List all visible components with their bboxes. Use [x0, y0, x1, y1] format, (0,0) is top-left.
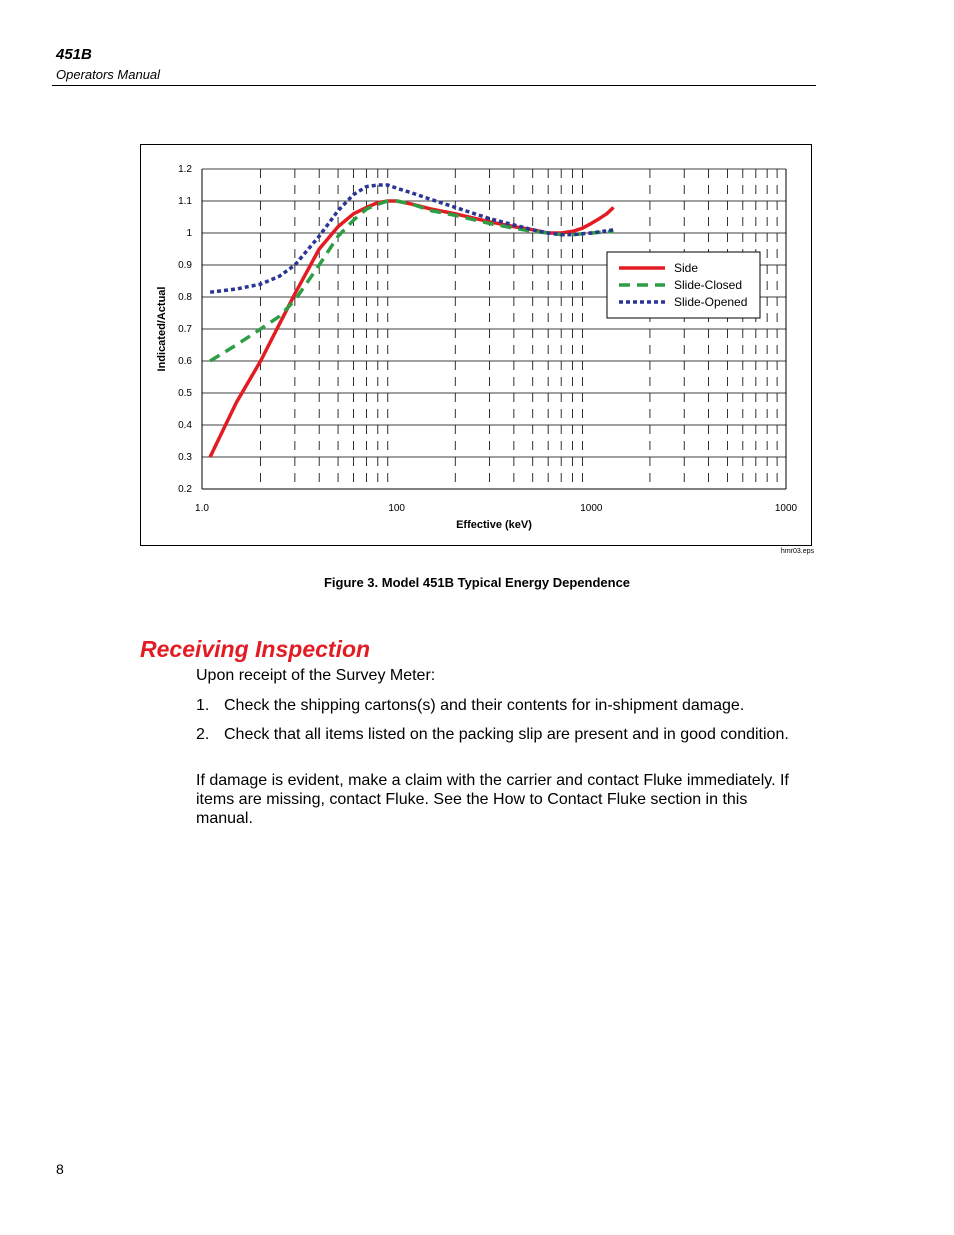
intro-text: Upon receipt of the Survey Meter: [196, 667, 436, 684]
x-tick-label: 1000 [774, 503, 798, 514]
header-model: 451B [56, 46, 92, 63]
list-item-number: 2. [196, 726, 210, 743]
y-axis-title: Indicated/Actual [156, 286, 168, 372]
y-tick-label: 0.7 [178, 324, 192, 335]
figure-file-ref: hmr03.eps [780, 548, 814, 555]
list-item-number: 1. [196, 697, 210, 714]
chart-frame [140, 144, 812, 546]
y-tick-label: 0.9 [178, 260, 192, 271]
series-line [210, 201, 613, 361]
y-tick-label: 1 [186, 228, 192, 239]
legend-label: Slide-Opened [674, 295, 748, 309]
list-item-text: Check that all items listed on the packing slip are present and in good condition. [224, 726, 789, 743]
y-tick-label: 0.5 [178, 388, 192, 399]
x-tick-label: 1000 [580, 503, 603, 514]
figure-caption: Figure 3. Model 451B Typical Energy Dependence [323, 575, 631, 590]
closing-paragraph: If damage is evident, make a claim with the carrier and contact Fluke immediately. If items are missing, contact Fluke. See the How to Contact Fluke section in this manual. [196, 772, 789, 827]
x-tick-label: 1.0 [195, 503, 209, 514]
x-axis-title: Effective (keV) [456, 519, 532, 531]
y-tick-label: 0.4 [178, 420, 192, 431]
page-number: 8 [56, 1161, 64, 1177]
y-tick-label: 0.6 [178, 356, 192, 367]
y-tick-label: 0.2 [178, 484, 192, 495]
y-tick-label: 1.2 [178, 164, 192, 175]
y-tick-label: 1.1 [178, 196, 192, 207]
x-tick-label: 100 [388, 503, 406, 514]
y-tick-label: 0.8 [178, 292, 192, 303]
header-rule [52, 85, 816, 86]
header-subtitle: Operators Manual [56, 67, 161, 82]
legend-label: Slide-Closed [674, 278, 743, 292]
y-tick-label: 0.3 [178, 452, 192, 463]
section-title: Receiving Inspection [140, 636, 371, 662]
energy-dependence-chart [141, 145, 811, 545]
list-item-text: Check the shipping cartons(s) and their contents for in-shipment damage. [224, 697, 745, 714]
legend-label: Side [674, 261, 699, 275]
